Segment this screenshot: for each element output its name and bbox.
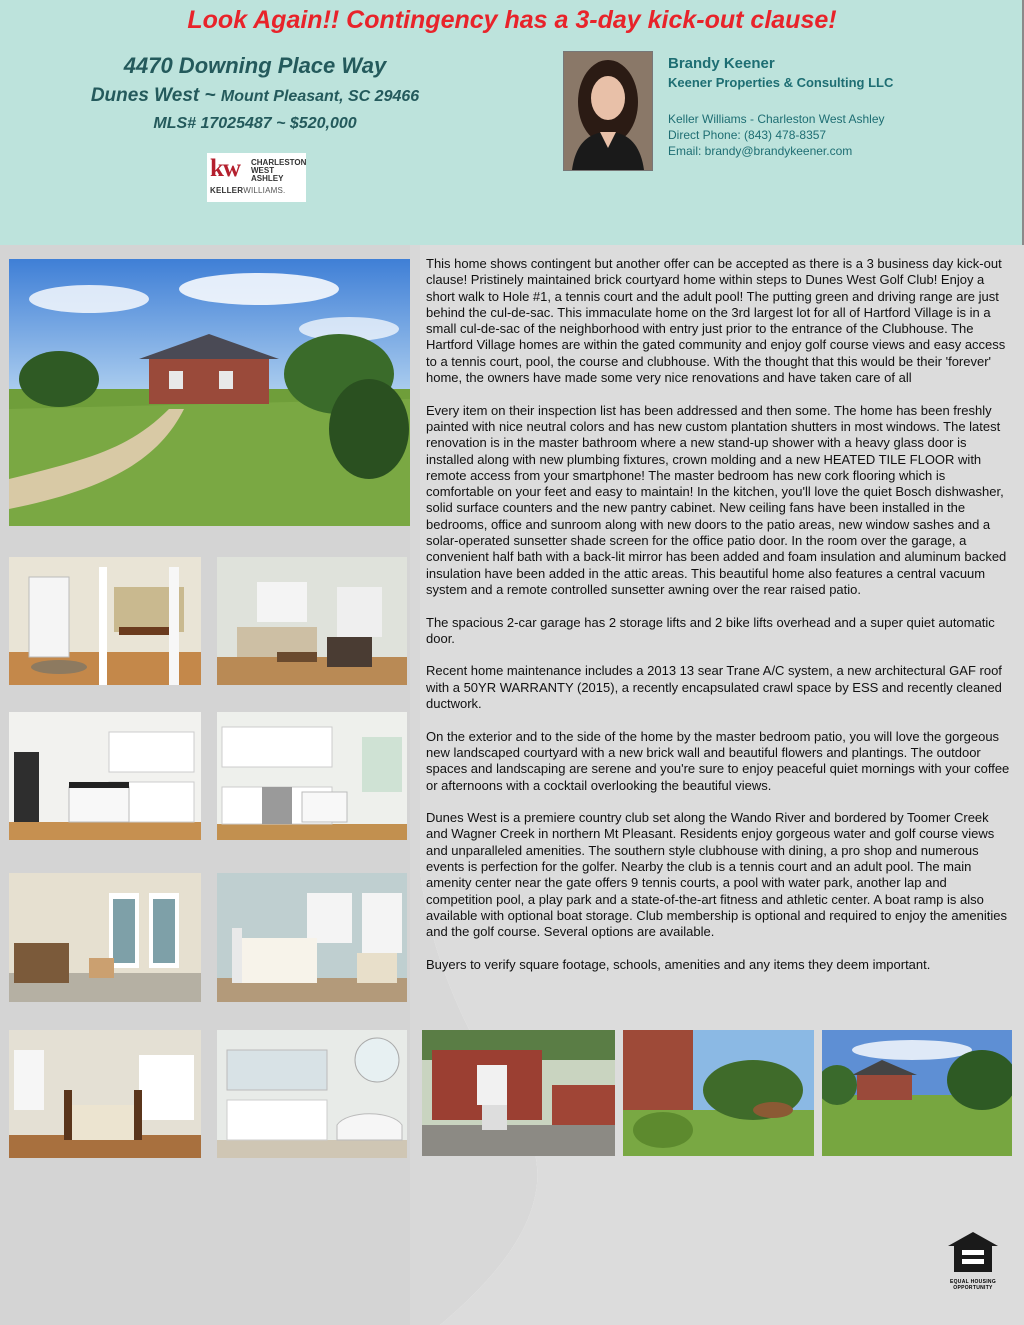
photo-garden bbox=[623, 1030, 814, 1156]
community-name: Dunes West ~ bbox=[90, 85, 216, 106]
kw-mark: kw bbox=[210, 155, 240, 182]
description-paragraph: On the exterior and to the side of the home by the master bedroom patio, you will love the gorgeous new landscaped courtyard with a new brick wall and beautiful flowers and plantings. The outdoor spaces and landscaping are serene and you're sure to enjoy peaceful quiet mornings with your coffee or afternoons with a cocktail overlooking the beautiful views. bbox=[426, 728, 1010, 793]
photo-master-bath bbox=[217, 1030, 407, 1158]
keller-williams-logo bbox=[207, 153, 306, 202]
equal-housing-text-2: OPPORTUNITY bbox=[953, 1285, 993, 1291]
photo-kitchen-2 bbox=[217, 712, 407, 840]
kw-brand-name: KELLERWILLIAMS. bbox=[210, 186, 286, 195]
photo-backyard bbox=[822, 1030, 1012, 1156]
agent-photo bbox=[563, 51, 653, 171]
equal-housing-text-1: EQUAL HOUSING bbox=[949, 1279, 997, 1285]
description-paragraph: Recent home maintenance includes a 2013 13 sear Trane A/C system, a new architectural GAF roof with a 50YR WARRANTY (2015), a recently encapsulated crawl space by ESS and recently cleaned ductwork. bbox=[426, 663, 1002, 712]
photo-kitchen-1 bbox=[9, 712, 201, 840]
property-description bbox=[426, 256, 1010, 989]
description-paragraph: Dunes West is a premiere country club set along the Wando River and bordered by Toomer Creek and Wagner Creek in northern Mt Pleasant. Residents enjoy gorgeous water and golf course views and unparalleled amenities. The southern style clubhouse with dining, a pro shop and numerous events is perfection for the golfer. Nearby the club is a tennis court and an adult pool. The main amenity center near the gate offers 9 tennis courts, a pool with water park, another lap and competition pool, a play park and a state-of-the-art fitness and athletic center. A boat ramp is also available with optional boat storage. Club membership is optional and required to enjoy the amenities and the golf course. Several options are available. bbox=[426, 810, 1008, 940]
community-city bbox=[60, 82, 450, 111]
agent-office: Keller Williams - Charleston West Ashley bbox=[668, 112, 885, 126]
photo-exterior-front bbox=[9, 259, 410, 526]
photo-sunroom bbox=[9, 873, 201, 1002]
agent-contact bbox=[668, 55, 893, 159]
photo-bedroom-2 bbox=[9, 1030, 201, 1158]
photo-living-room bbox=[217, 557, 407, 685]
headline: Look Again!! Contingency has a 3-day kick-out clause! bbox=[187, 6, 837, 34]
agent-name: Brandy Keener bbox=[668, 55, 775, 72]
agent-phone[interactable]: Direct Phone: (843) 478-8357 bbox=[668, 128, 827, 142]
equal-housing-logo bbox=[945, 1230, 1001, 1290]
street-address: 4470 Downing Place Way bbox=[123, 53, 387, 78]
description-paragraph: The spacious 2-car garage has 2 storage lifts and 2 bike lifts overhead and a super quiet automatic door. bbox=[426, 614, 995, 646]
equal-housing-icon bbox=[945, 1230, 1001, 1274]
city-state-zip: Mount Pleasant, SC 29466 bbox=[220, 88, 420, 105]
description-paragraph: Every item on their inspection list has been addressed and then some. The home has been freshly painted with nice neutral colors and has new custom plantation shutters in most windows. The latest renovation is in the master bathroom where a new stand-up shower with a heavy glass door is installed along with new plumbing fixtures, crown molding and a new HEATED TILE FLOOR with remote access from your smartphone! The master bedroom has new cork flooring which is comfortable on your feet and easy to maintain! In the kitchen, you'll love the quiet Bosch dishwasher, solid surface counters and the new pantry cabinet. New ceiling fans have been installed in the bedrooms, office and sunroom along with new doors to the patio areas, new window sashes and a solar-operated sunsetter shade screen for the office patio door. In the room over the garage, a convenient half bath with a back-lit mirror has been added and foam insulation and aluminum backed insulation have been added in the attic areas. This beautiful home also features a central vacuum system and a remote controlled sunsetter awning over the rear raised patio. bbox=[426, 402, 1007, 597]
mls-price: MLS# 17025487 ~ $520,000 bbox=[153, 115, 357, 132]
description-paragraph: This home shows contingent but another offer can be accepted as there is a 3 business day kick-out clause! Pristinely maintained brick courtyard home within steps to Dunes West Golf Club! Enjoy a short walk to Hole #1, a tennis court and the adult pool! The putting green and driving range are just behind the cul-de-sac. This immaculate home on the 3rd largest lot for all of Hartford Village is in a small cul-de-sac of the neighborhood with entry just prior to the entrance of the Clubhouse. The Hartford Village homes are within the gated community and enjoy golf course views and easy access to a tennis court, pool, the course and clubhouse. With the thought that this would be their 'forever' home, the owners have made some very nice renovations and have taken care of all bbox=[426, 256, 1006, 386]
agent-company: Keener Properties & Consulting LLC bbox=[668, 75, 894, 90]
description-paragraph: Buyers to verify square footage, schools, amenities and any items they deem important. bbox=[426, 956, 931, 972]
agent-email[interactable]: Email: brandy@brandykeener.com bbox=[668, 144, 853, 158]
property-address-block bbox=[60, 52, 450, 135]
photo-bedroom-1 bbox=[217, 873, 407, 1002]
photo-foyer bbox=[9, 557, 201, 685]
photo-courtyard bbox=[422, 1030, 615, 1156]
kw-office-name: CHARLESTON WEST ASHLEY bbox=[251, 158, 307, 183]
